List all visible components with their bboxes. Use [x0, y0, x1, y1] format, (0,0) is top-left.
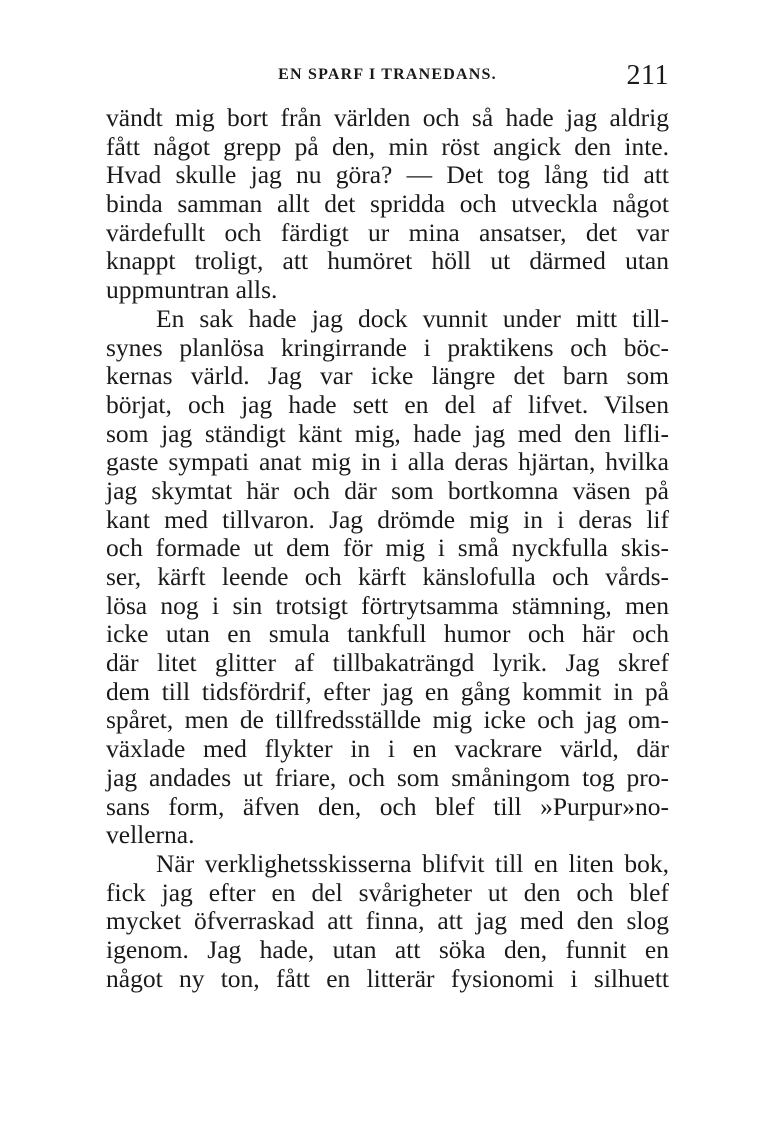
text-line: När verklighetsskisserna blifvit till en liten bok, — [156, 848, 669, 878]
text-line: fått något grepp på den, min röst angick den inte. — [106, 131, 669, 161]
text-line: lösa nog i sin trotsigt förtrytsamma stämning, men — [106, 590, 669, 620]
running-head — [106, 60, 669, 90]
text-line: knappt troligt, att humöret höll ut därmed utan — [106, 246, 669, 276]
text-line: jag skymtat här och där som bortkomna väsen på — [106, 475, 669, 505]
text-line: dem till tidsfördrif, efter jag en gång kommit in på — [106, 676, 669, 706]
text-line: spåret, men de tillfredsställde mig icke och jag om- — [106, 705, 669, 735]
text-line: börjat, och jag hade sett en del af lifvet. Vilsen — [106, 389, 669, 419]
text-line: En sak hade jag dock vunnit under mitt till- — [156, 303, 669, 333]
text-line: kant med tillvaron. Jag drömde mig in i deras lif — [106, 504, 669, 534]
text-line: mycket öfverraskad att finna, att jag med den slog — [106, 906, 669, 936]
text-line: fick jag efter en del svårigheter ut den och blef — [106, 877, 669, 907]
text-line: ser, kärft leende och kärft känslofulla och vårds- — [106, 562, 669, 591]
text-line: Hvad skulle jag nu göra? — Det tog lång tid att — [106, 160, 669, 190]
text-line: gaste sympati anat mig in i alla deras hjärtan, hvilka — [106, 447, 669, 477]
text-line: vändt mig bort från världen och så hade jag aldrig — [106, 103, 669, 132]
text-line: som jag ständigt känt mig, hade jag med den lifli- — [106, 418, 669, 448]
text-line: växlade med flykter in i en vackrare värld, där — [106, 734, 669, 764]
text-line: och formade ut dem för mig i små nyckfulla skis- — [106, 533, 669, 563]
text-line: jag andades ut friare, och som småningom tog pro- — [106, 762, 669, 792]
page-number: 211 — [626, 60, 669, 91]
running-head-title: EN SPARF I TRANEDANS. — [278, 66, 497, 83]
text-line: sans form, äfven den, och blef till »Purpur»no- — [106, 791, 669, 821]
text-line: vellerna. — [106, 820, 195, 850]
text-line: icke utan en smula tankfull humor och här och — [106, 619, 669, 649]
text-line: där litet glitter af tillbakaträngd lyrik. Jag skref — [106, 648, 669, 678]
body-text — [106, 104, 669, 993]
text-line: värdefullt och färdigt ur mina ansatser, det var — [106, 217, 669, 247]
text-line: igenom. Jag hade, utan att söka den, funnit en — [106, 934, 669, 964]
text-line: binda samman allt det spridda och utveckla något — [106, 189, 669, 219]
text-line: något ny ton, fått en litterär fysionomi i silhuett — [106, 963, 669, 993]
text-line: synes planlösa kringirrande i praktikens och böc- — [106, 332, 669, 362]
text-line: kernas värld. Jag var icke längre det barn som — [106, 361, 669, 391]
text-line: uppmuntran alls. — [106, 275, 278, 305]
